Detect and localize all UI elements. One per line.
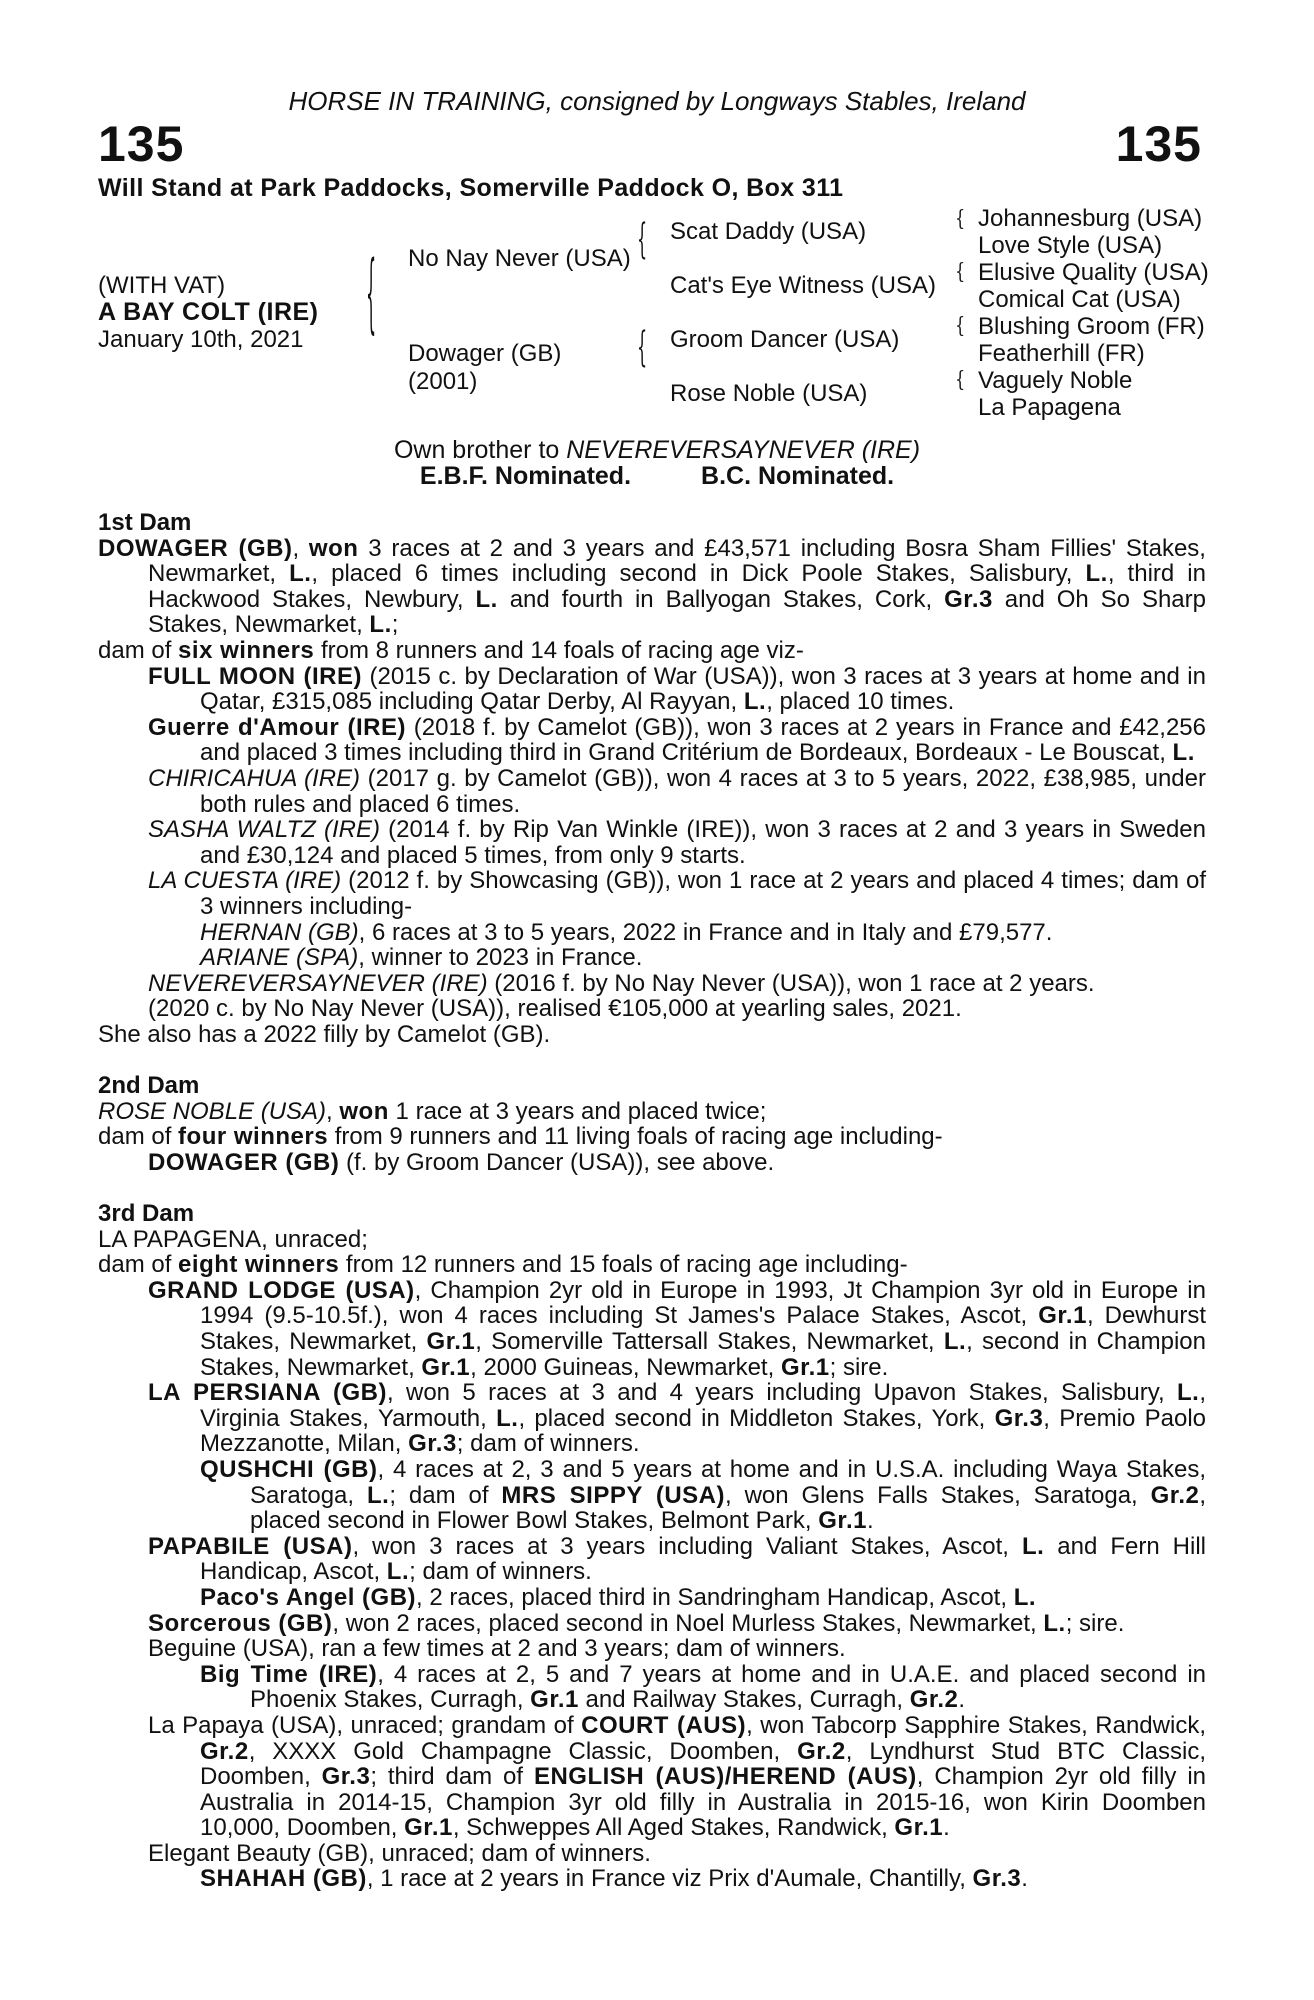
produce-subentry: SHAHAH (GB), 1 race at 2 years in France viz Prix d'Aumale, Chantilly, Gr.3.	[200, 1865, 1028, 1893]
vat-note: (WITH VAT)	[98, 272, 226, 299]
produce-entry: SASHA WALTZ (IRE) (2014 f. by Rip Van Winkle (IRE)), won 3 races at 2 and 3 years in Sweden and £30,124 and placed 5 times, from only 9 starts.	[148, 816, 1206, 869]
grandsire-6: Featherhill (FR)	[978, 340, 1145, 367]
produce-entry: LA CUESTA (IRE) (2012 f. by Showcasing (GB)), won 1 race at 2 years and placed 4 times; dam of 3 winners including-	[148, 867, 1207, 920]
bracket-dam: {	[637, 321, 648, 372]
produce-subentry: HERNAN (GB), 6 races at 3 to 5 years, 2022 in France and in Italy and £79,577.	[200, 918, 1053, 946]
grandsire-3: Elusive Quality (USA)	[978, 259, 1209, 286]
sire-sire: Scat Daddy (USA)	[670, 218, 867, 245]
ebf-nomination: E.B.F. Nominated.	[419, 462, 632, 490]
lot-number-left: 135	[98, 116, 185, 172]
produce-subentry: ARIANE (SPA), winner to 2023 in France.	[200, 944, 643, 972]
grandsire-8: La Papagena	[978, 394, 1121, 421]
dam-paragraph: DOWAGER (GB), won 3 races at 2 and 3 years and £43,571 including Bosra Sham Fillies' Stakes, Newmarket, L., placed 6 times including second in Dick Poole Stakes, Salisbury, L., third in Hackwood Stakes, Newbury, L. and fourth in Ballyogan Stakes, Cork, Gr.3 and Oh So Sharp Stakes, Newmarket, L.;	[98, 534, 1206, 639]
produce-entry: Guerre d'Amour (IRE) (2018 f. by Camelot (GB)), won 3 races at 2 years in France and £42,256 and placed 3 times including third in Grand Critérium de Bordeaux, Bordeaux - Le Bouscat, L.	[148, 713, 1207, 767]
sire-name: No Nay Never (USA)	[408, 245, 631, 272]
dam-paragraph: ROSE NOBLE (USA), won 1 race at 3 years and placed twice;	[98, 1097, 767, 1125]
produce-note: She also has a 2022 filly by Camelot (GB).	[98, 1020, 551, 1048]
dam-name: Dowager (GB)	[408, 340, 562, 367]
section-heading: 3rd Dam	[98, 1200, 195, 1228]
grandsire-7: Vaguely Noble	[978, 367, 1133, 394]
sire-dam: Cat's Eye Witness (USA)	[670, 272, 936, 299]
grandsire-2: Love Style (USA)	[978, 232, 1163, 259]
bracket-g2: {	[955, 258, 966, 284]
bracket-g4: {	[955, 366, 966, 392]
own-brother-note: Own brother to NEVEREVERSAYNEVER (IRE)	[393, 436, 921, 464]
produce-entry: La Papaya (USA), unraced; grandam of COURT (AUS), won Tabcorp Sapphire Stakes, Randwick, Gr.2, XXXX Gold Champagne Classic, Doomben, Gr.2, Lyndhurst Stud BTC Classic, Doomben, Gr.3; third dam of ENGLISH (AUS)/HEREND (AUS), Champion 2yr old filly in Australia in 2014-15, Champion 3yr old filly in Australia in 2015-16, won Kirin Doomben 10,000, Doomben, Gr.1, Schweppes All Aged Stakes, Randwick, Gr.1.	[148, 1711, 1206, 1842]
dam-paragraph: LA PAPAGENA, unraced;	[98, 1225, 368, 1253]
dam-produce-summary: dam of eight winners from 12 runners and 15 foals of racing age including-	[98, 1251, 908, 1279]
produce-entry: LA PERSIANA (GB), won 5 races at 3 and 4 years including Upavon Stakes, Salisbury, L., Virginia Stakes, Yarmouth, L., placed second in Middleton Stakes, York, Gr.3, Premio Paolo Mezzanotte, Milan, Gr.3; dam of winners.	[148, 1379, 1206, 1458]
catalogue-body	[98, 510, 1206, 1892]
produce-subentry: QUSHCHI (GB), 4 races at 2, 3 and 5 years at home and in U.S.A. including Waya Stakes, Saratoga, L.; dam of MRS SIPPY (USA), won Glens Falls Stakes, Saratoga, Gr.2, placed second in Flower Bowl Stakes, Belmont Park, Gr.1.	[200, 1455, 1207, 1535]
nominations	[0, 462, 1314, 491]
dam-produce-summary: dam of six winners from 8 runners and 14 foals of racing age viz-	[98, 636, 804, 664]
produce-entry: DOWAGER (GB) (f. by Groom Dancer (USA)), see above.	[148, 1148, 775, 1176]
section-heading: 2nd Dam	[98, 1072, 200, 1100]
bracket-g1: {	[955, 205, 966, 231]
produce-entry: FULL MOON (IRE) (2015 c. by Declaration of War (USA)), won 3 races at 3 years at home and in Qatar, £315,085 including Qatar Derby, Al Rayyan, L., placed 10 times.	[148, 662, 1206, 716]
produce-subentry: Big Time (IRE), 4 races at 2, 5 and 7 years at home and in U.A.E. and placed second in Phoenix Stakes, Curragh, Gr.1 and Railway Stakes, Curragh, Gr.2.	[200, 1660, 1206, 1714]
produce-entry: NEVEREVERSAYNEVER (IRE) (2016 f. by No Nay Never (USA)), won 1 race at 2 years.	[148, 969, 1095, 997]
lot-number-right: 135	[1115, 116, 1202, 172]
grandsire-4: Comical Cat (USA)	[978, 286, 1181, 313]
grandsire-1: Johannesburg (USA)	[978, 205, 1203, 232]
produce-entry: PAPABILE (USA), won 3 races at 3 years including Valiant Stakes, Ascot, L. and Fern Hill Handicap, Ascot, L.; dam of winners.	[148, 1532, 1207, 1586]
bracket-g3: {	[955, 312, 966, 338]
dam-sire: Groom Dancer (USA)	[670, 326, 900, 353]
grandsire-5: Blushing Groom (FR)	[978, 313, 1205, 340]
produce-entry: Beguine (USA), ran a few times at 2 and 3 years; dam of winners.	[148, 1635, 846, 1663]
bracket-main: {	[366, 241, 377, 344]
produce-entry: Elegant Beauty (GB), unraced; dam of winners.	[148, 1839, 651, 1867]
bracket-sire: {	[637, 213, 648, 264]
foaling-date: January 10th, 2021	[98, 326, 304, 353]
produce-entry: GRAND LODGE (USA), Champion 2yr old in Europe in 1993, Jt Champion 3yr old in Europe in 1994 (9.5-10.5f.), won 4 races including St James's Palace Stakes, Ascot, Gr.1, Dewhurst Stakes, Newmarket, Gr.1, Somerville Tattersall Stakes, Newmarket, L., second in Champion Stakes, Newmarket, Gr.1, 2000 Guineas, Newmarket, Gr.1; sire.	[148, 1276, 1206, 1381]
produce-subentry: Paco's Angel (GB), 2 races, placed third in Sandringham Handicap, Ascot, L.	[200, 1583, 1037, 1611]
dam-dam: Rose Noble (USA)	[670, 380, 868, 407]
horse-name: A BAY COLT (IRE)	[98, 298, 319, 326]
produce-entry: Sorcerous (GB), won 2 races, placed second in Noel Murless Stakes, Newmarket, L.; sire.	[148, 1609, 1125, 1637]
section-heading: 1st Dam	[98, 509, 192, 536]
produce-entry: (2020 c. by No Nay Never (USA)), realised €105,000 at yearling sales, 2021.	[148, 995, 962, 1023]
stand-location: Will Stand at Park Paddocks, Somerville Paddock O, Box 311	[98, 174, 844, 202]
catalogue-header: HORSE IN TRAINING, consigned by Longways Stables, Ireland	[288, 86, 1026, 116]
produce-entry: CHIRICAHUA (IRE) (2017 g. by Camelot (GB)), won 4 races at 3 to 5 years, 2022, £38,985, under both rules and placed 6 times.	[148, 764, 1206, 818]
dam-produce-summary: dam of four winners from 9 runners and 11 living foals of racing age including-	[98, 1123, 943, 1151]
dam-year: (2001)	[408, 368, 478, 395]
bc-nomination: B.C. Nominated.	[701, 462, 895, 490]
